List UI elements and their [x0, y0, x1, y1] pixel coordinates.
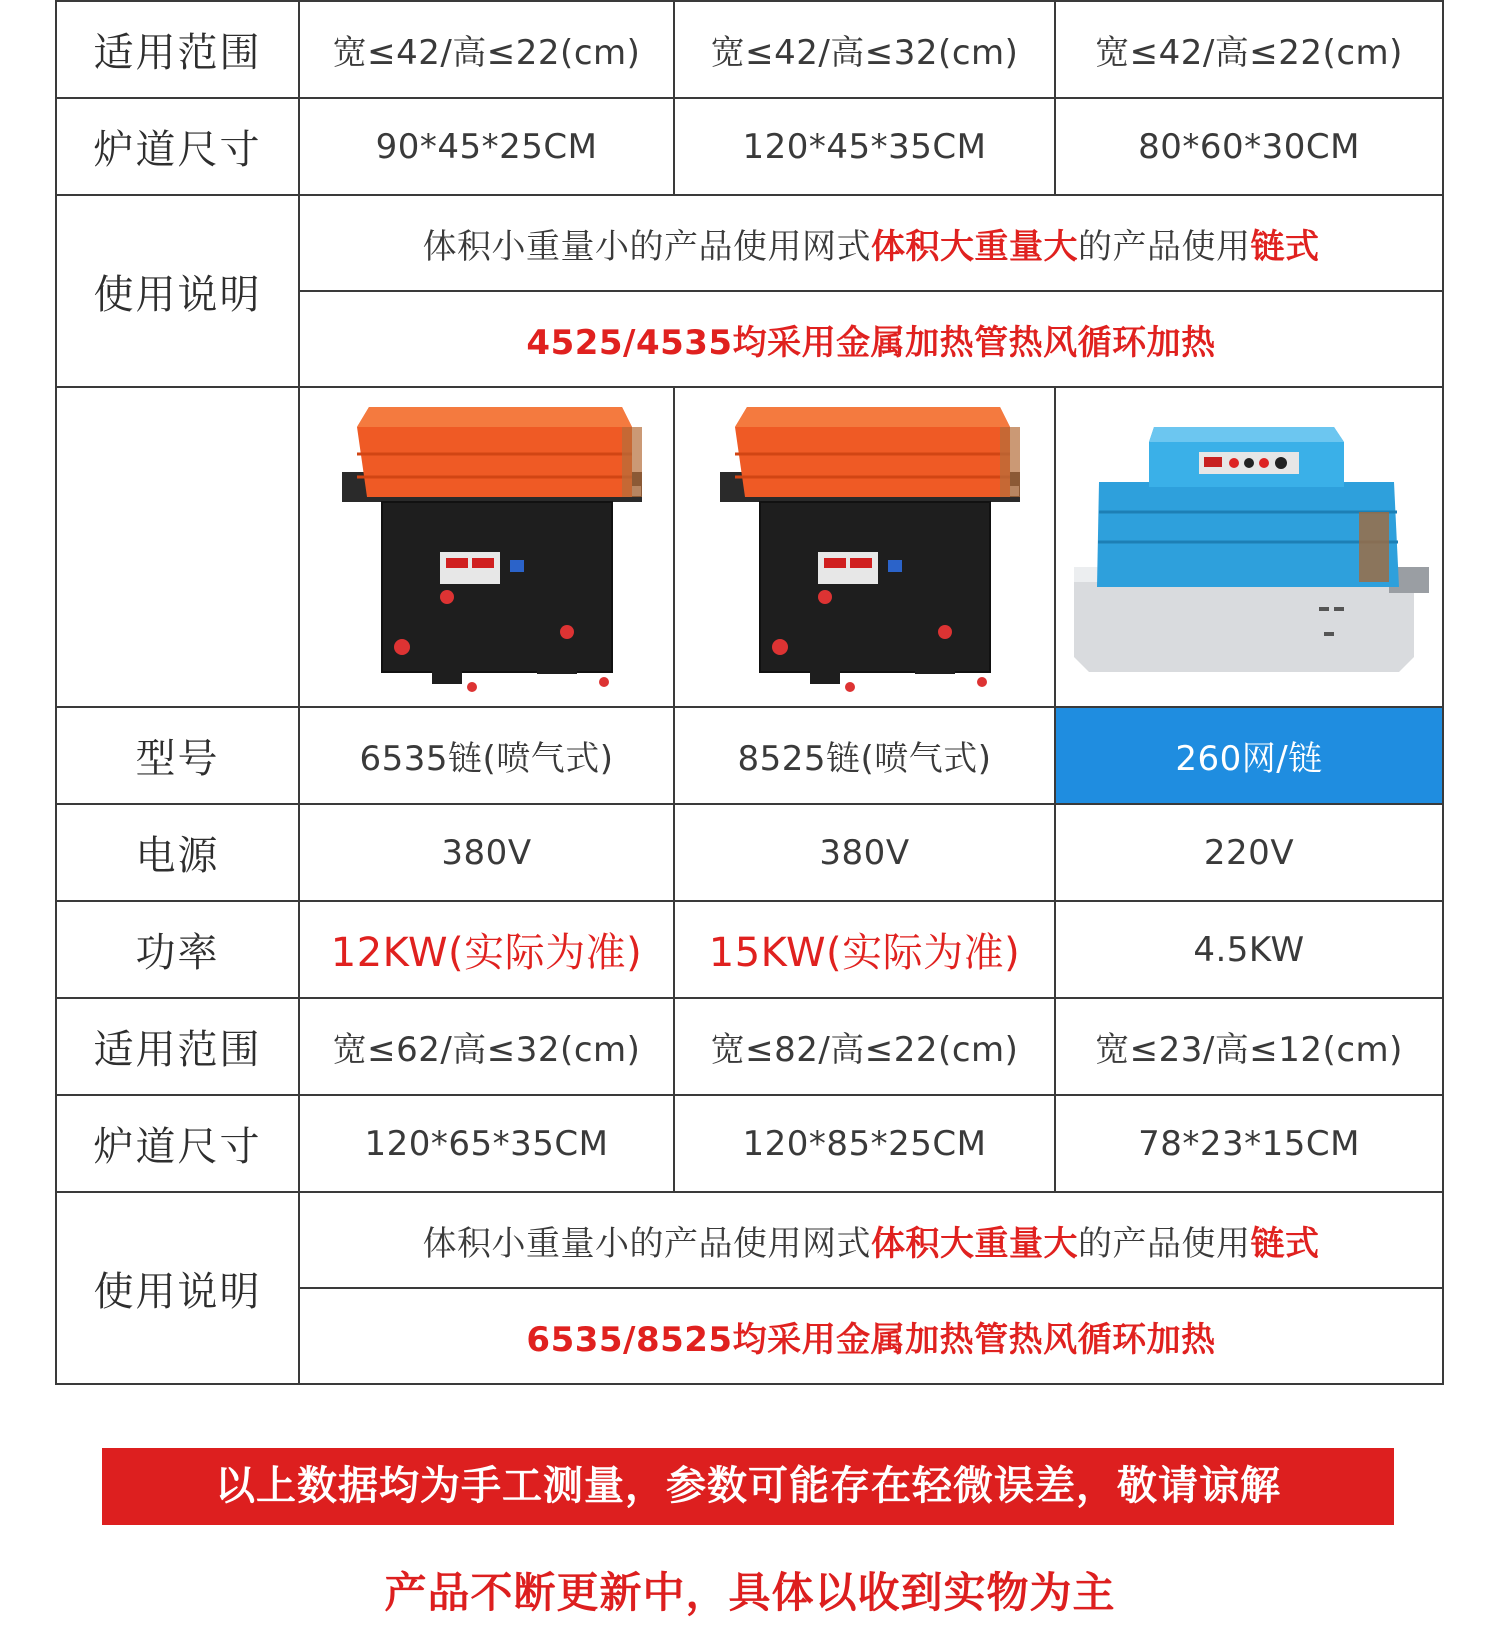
shrink-tunnel-machine-image — [700, 402, 1030, 692]
usage-text: 的产品使用 — [1078, 1223, 1251, 1264]
table-cell: 90*45*25CM — [299, 98, 674, 195]
table-cell: 380V — [674, 804, 1055, 901]
shrink-tunnel-machine-image — [1069, 417, 1429, 677]
heating-note: 4525/4535均采用金属加热管热风循环加热 — [299, 291, 1443, 387]
usage-text: 的产品使用 — [1078, 226, 1251, 267]
usage-highlight: 链式 — [1250, 226, 1320, 267]
shrink-tunnel-machine-image — [322, 402, 652, 692]
usage-highlight: 体积大重量大 — [871, 1223, 1078, 1264]
usage-note — [299, 195, 1443, 291]
table-cell: 宽≤42/高≤22(cm) — [299, 1, 674, 98]
table-cell: 4.5KW — [1055, 901, 1443, 998]
row-label: 使用说明 — [56, 1192, 299, 1384]
table-row-tunnel-bottom — [56, 1095, 1443, 1192]
usage-note — [299, 1192, 1443, 1288]
table-cell: 宽≤62/高≤32(cm) — [299, 998, 674, 1095]
row-label: 炉道尺寸 — [56, 98, 299, 195]
table-row-images — [56, 387, 1443, 707]
model-cell-selected[interactable]: 260网/链 — [1055, 707, 1443, 804]
usage-text: 体积小重量小的产品使用网式 — [422, 1223, 871, 1264]
usage-highlight: 链式 — [1250, 1223, 1320, 1264]
row-label: 使用说明 — [56, 195, 299, 387]
row-label: 型号 — [56, 707, 299, 804]
table-row-model — [56, 707, 1443, 804]
table-cell: 宽≤42/高≤32(cm) — [674, 1, 1055, 98]
row-label: 适用范围 — [56, 1, 299, 98]
table-cell: 380V — [299, 804, 674, 901]
row-label: 适用范围 — [56, 998, 299, 1095]
usage-text: 体积小重量小的产品使用网式 — [422, 226, 871, 267]
table-cell: 宽≤23/高≤12(cm) — [1055, 998, 1443, 1095]
machine-image-cell — [674, 387, 1055, 707]
table-cell: 12KW(实际为准) — [299, 901, 674, 998]
table-cell: 15KW(实际为准) — [674, 901, 1055, 998]
empty-cell — [56, 387, 299, 707]
update-note: 产品不断更新中，具体以收到实物为主 — [384, 1568, 1116, 1617]
table-row-usage-top-1 — [56, 195, 1443, 291]
heating-note: 6535/8525均采用金属加热管热风循环加热 — [299, 1288, 1443, 1384]
table-cell: 120*85*25CM — [674, 1095, 1055, 1192]
table-cell: 宽≤82/高≤22(cm) — [674, 998, 1055, 1095]
row-label: 功率 — [56, 901, 299, 998]
table-cell: 80*60*30CM — [1055, 98, 1443, 195]
table-row-range-bottom — [56, 998, 1443, 1095]
machine-image-cell — [299, 387, 674, 707]
row-label: 炉道尺寸 — [56, 1095, 299, 1192]
table-row-power-supply — [56, 804, 1443, 901]
usage-highlight: 体积大重量大 — [871, 226, 1078, 267]
table-cell: 220V — [1055, 804, 1443, 901]
table-cell: 78*23*15CM — [1055, 1095, 1443, 1192]
disclaimer-banner: 以上数据均为手工测量，参数可能存在轻微误差，敬请谅解 — [102, 1448, 1394, 1525]
model-cell[interactable]: 8525链(喷气式) — [674, 707, 1055, 804]
spec-table — [55, 0, 1444, 1385]
model-cell[interactable]: 6535链(喷气式) — [299, 707, 674, 804]
table-cell: 120*65*35CM — [299, 1095, 674, 1192]
table-row-range-top — [56, 1, 1443, 98]
table-row-power — [56, 901, 1443, 998]
table-cell: 120*45*35CM — [674, 98, 1055, 195]
table-cell: 宽≤42/高≤22(cm) — [1055, 1, 1443, 98]
table-row-usage-bottom-1 — [56, 1192, 1443, 1288]
table-row-tunnel-top — [56, 98, 1443, 195]
machine-image-cell — [1055, 387, 1443, 707]
row-label: 电源 — [56, 804, 299, 901]
